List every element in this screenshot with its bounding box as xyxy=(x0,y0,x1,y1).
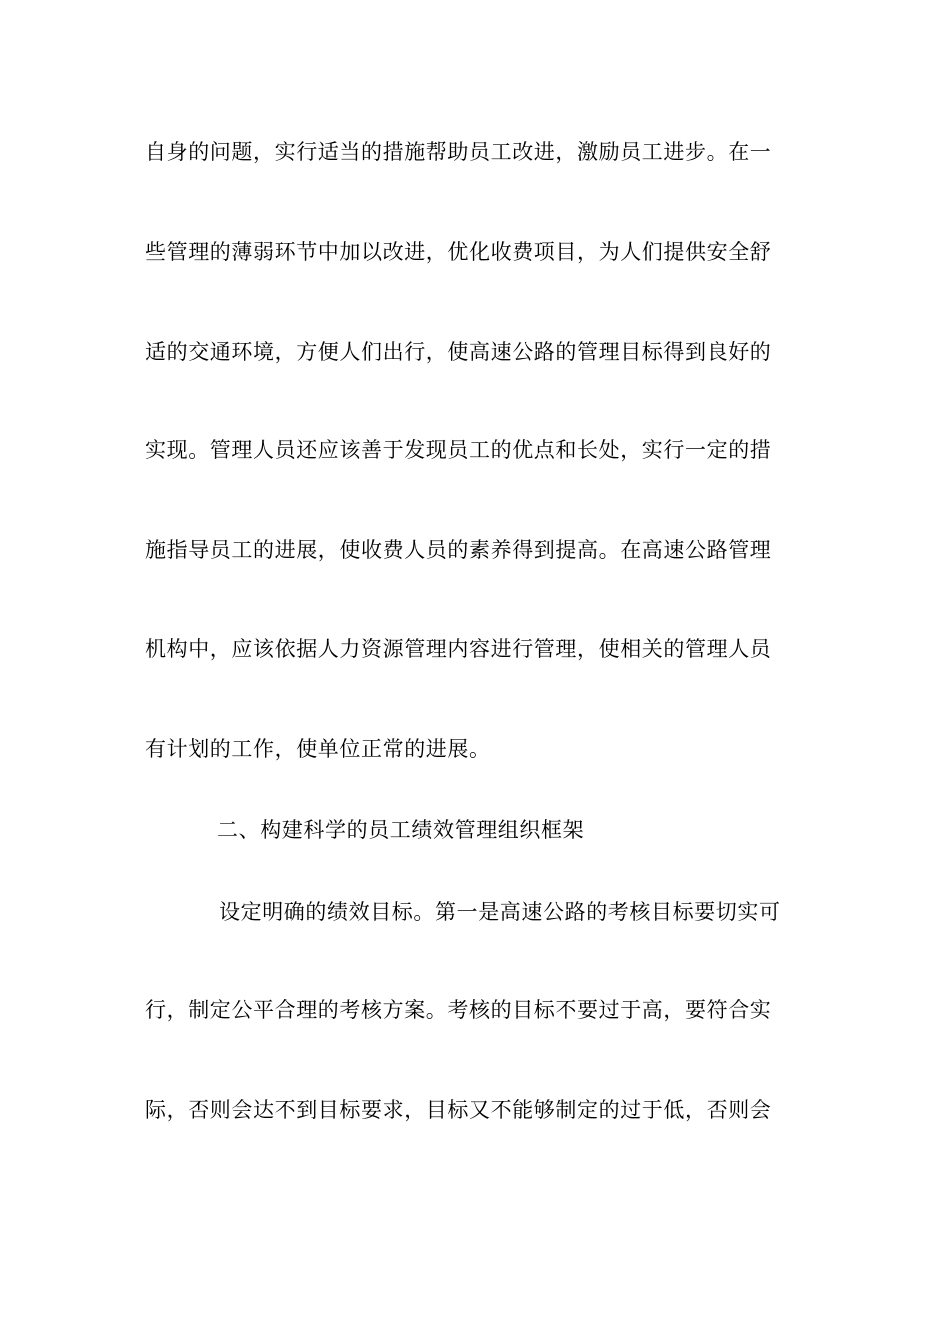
paragraph-line: 际，否则会达不到目标要求，目标又不能够制定的过于低，否则会 xyxy=(145,1098,772,1122)
section-heading: 二、构建科学的员工绩效管理组织框架 xyxy=(217,818,585,842)
paragraph-line: 实现。管理人员还应该善于发现员工的优点和长处，实行一定的措 xyxy=(145,438,772,462)
paragraph-line: 自身的问题，实行适当的措施帮助员工改进，激励员工进步。在一 xyxy=(145,140,772,164)
paragraph-line: 行，制定公平合理的考核方案。考核的目标不要过于高，要符合实 xyxy=(145,998,772,1022)
paragraph-line: 施指导员工的进展，使收费人员的素养得到提高。在高速公路管理 xyxy=(145,538,772,562)
paragraph-line: 有计划的工作，使单位正常的进展。 xyxy=(145,737,491,761)
paragraph-line: 设定明确的绩效目标。第一是高速公路的考核目标要切实可 xyxy=(219,900,781,924)
paragraph-line: 适的交通环境，方便人们出行，使高速公路的管理目标得到良好的 xyxy=(145,340,772,364)
paragraph-line: 些管理的薄弱环节中加以改进，优化收费项目，为人们提供安全舒 xyxy=(145,240,772,264)
paragraph-line: 机构中，应该依据人力资源管理内容进行管理，使相关的管理人员 xyxy=(145,637,772,661)
